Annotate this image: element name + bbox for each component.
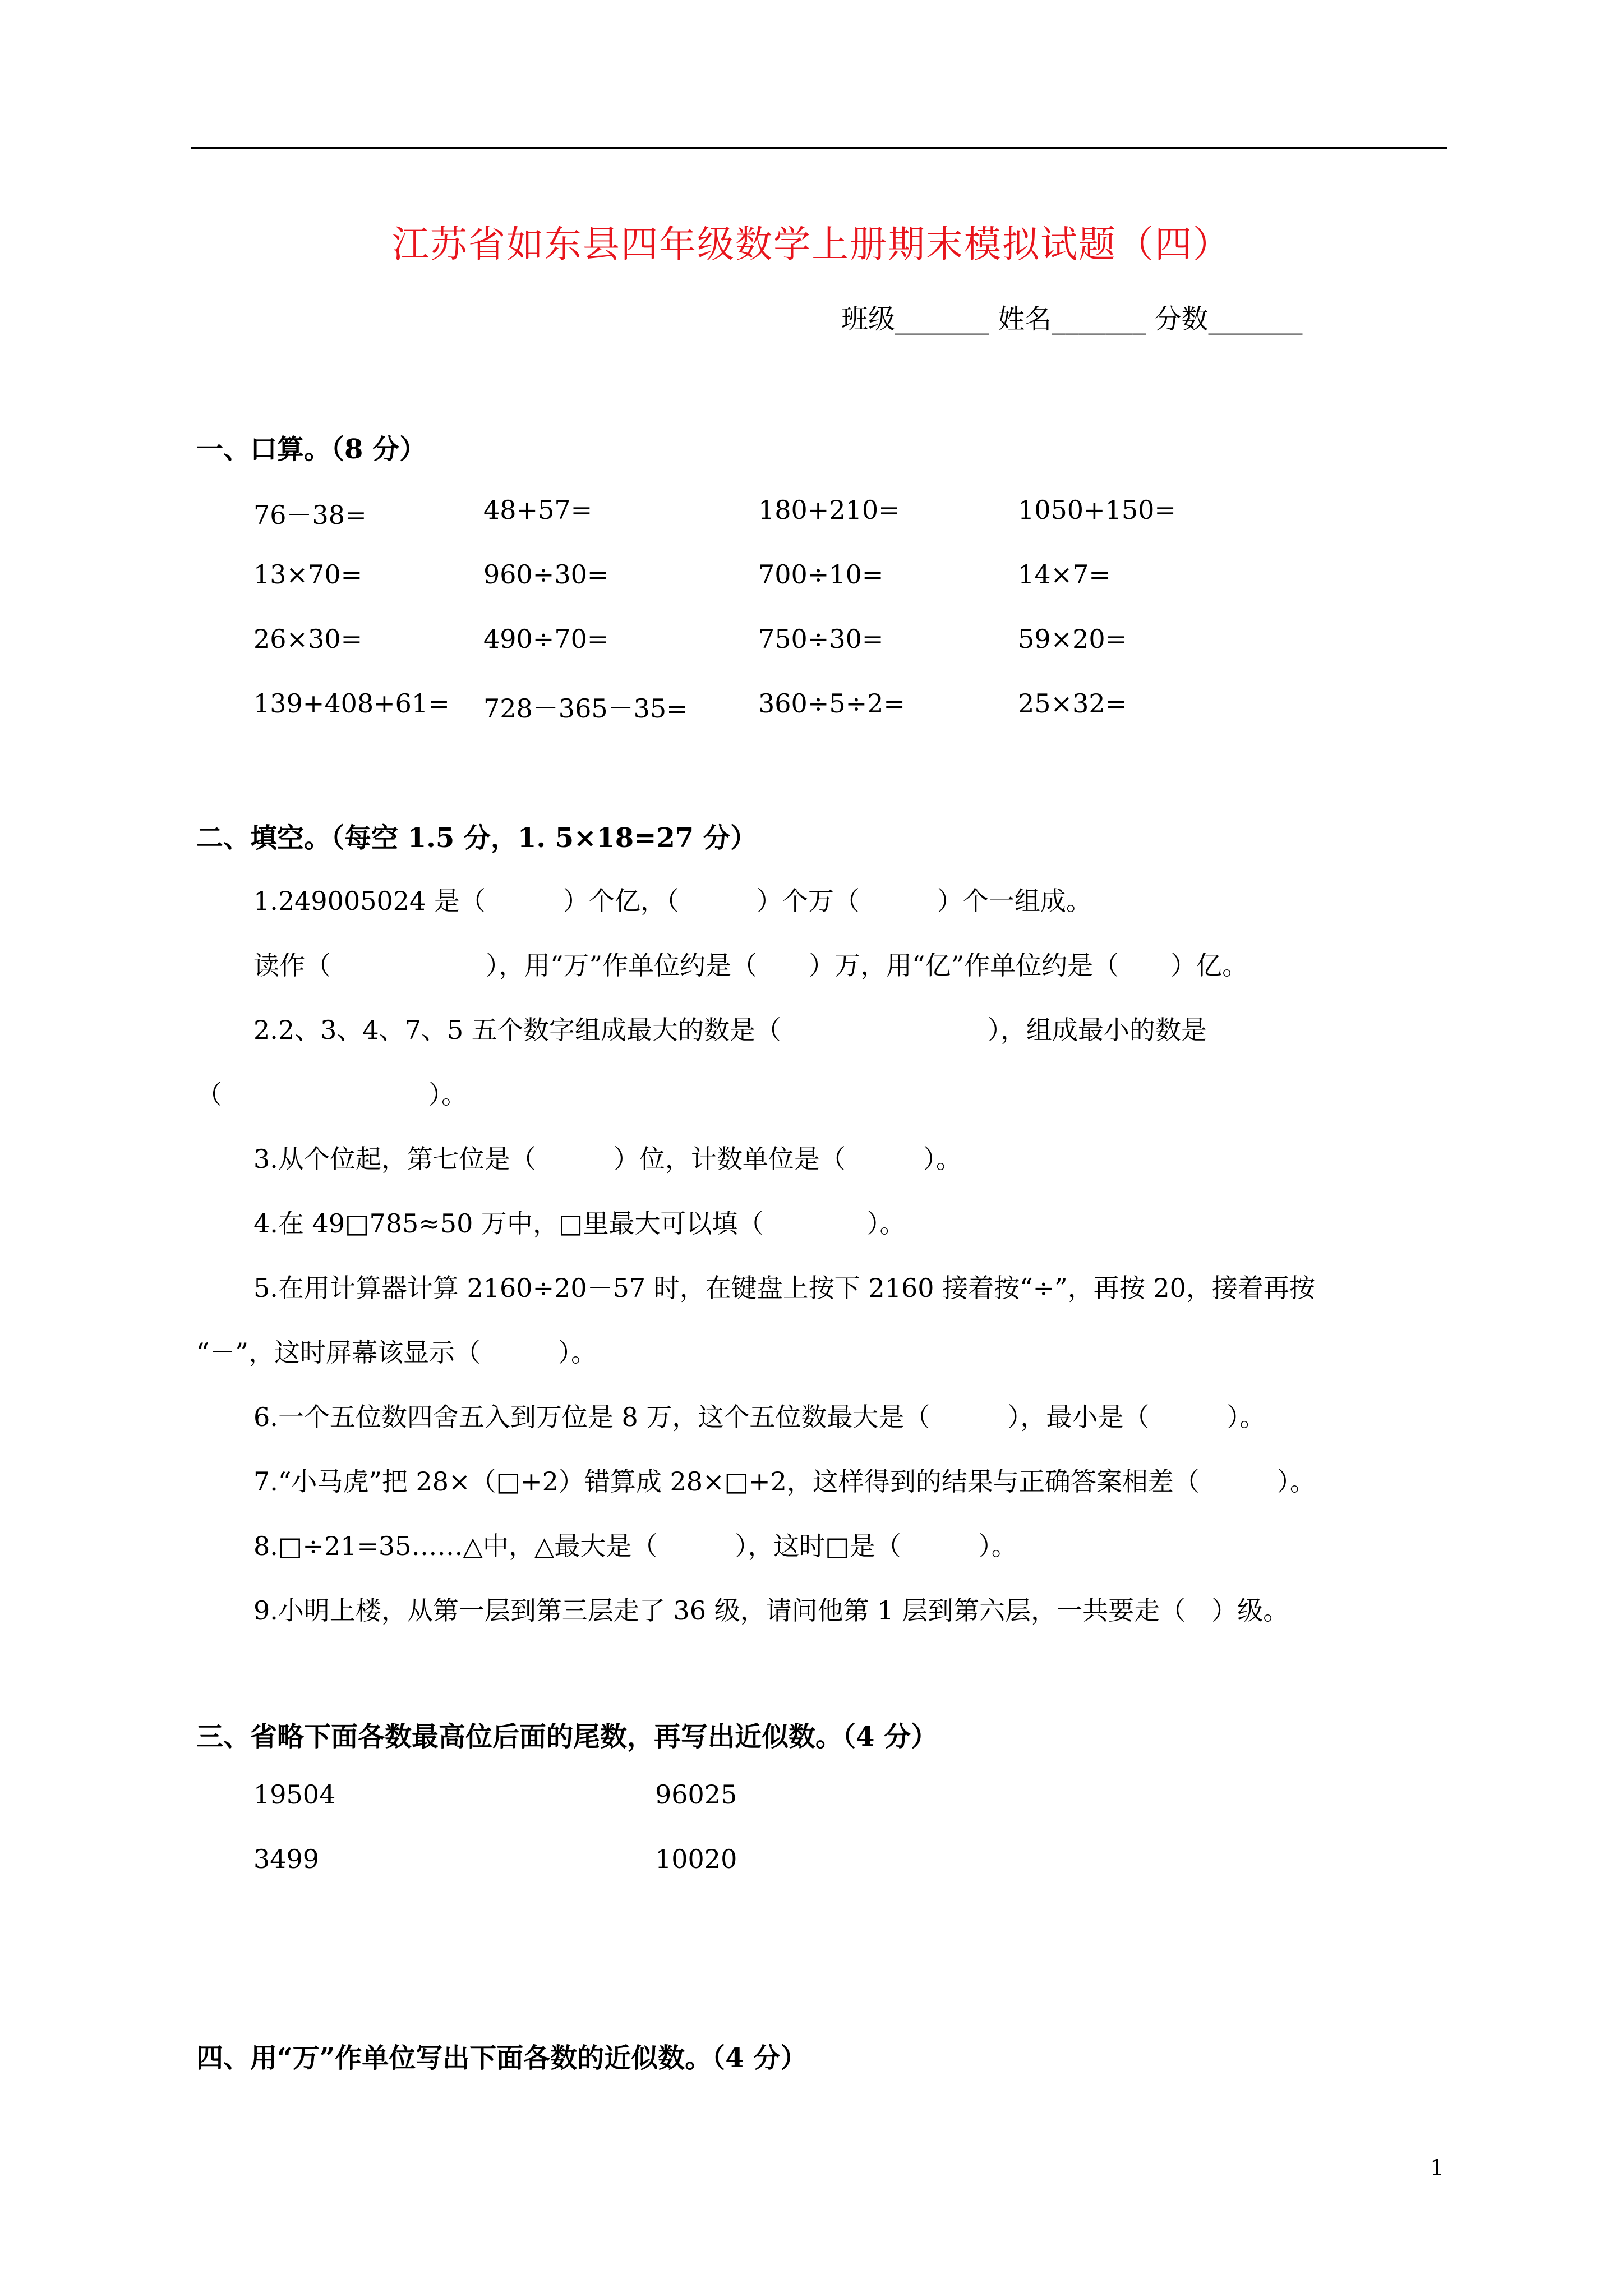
fill-blank-line: 2.2、3、4、7、5 五个数字组成最大的数是（ ），组成最小的数是 (253, 1015, 1207, 1045)
section-3-heading: 三、省略下面各数最高位后面的尾数，再写出近似数。（4 分） (196, 1721, 938, 1752)
problem-cell: 48+57= (483, 495, 593, 525)
problem-cell: 139+408+61= (253, 688, 450, 719)
fill-blank-line: 4.在 49□785≈50 万中，□里最大可以填（ ）。 (253, 1208, 906, 1239)
fill-blank-line: 7.“小马虎”把 28×（□+2）错算成 28×□+2，这样得到的结果与正确答案相差（ ）。 (253, 1466, 1316, 1497)
problem-cell: 13×70= (253, 559, 363, 590)
student-info-line: 班级_______ 姓名_______ 分数_______ (841, 303, 1303, 335)
section-2-heading: 二、填空。（每空 1.5 分，1. 5×18=27 分） (196, 822, 757, 854)
problem-cell: 59×20= (1018, 624, 1127, 654)
fill-blank-line: （ ）。 (196, 1079, 467, 1110)
fill-blank-line: 3.从个位起，第七位是（ ）位，计数单位是（ ）。 (253, 1144, 962, 1174)
problem-cell: 25×32= (1018, 688, 1127, 719)
number-cell: 10020 (655, 1844, 737, 1874)
number-cell: 19504 (253, 1779, 336, 1810)
fill-blank-line: 5.在用计算器计算 2160÷20－57 时，在键盘上按下 2160 接着按“÷”，再按 20，接着再按 (253, 1273, 1315, 1303)
problem-cell: 180+210= (758, 495, 900, 525)
fill-blank-line: 读作（ ），用“万”作单位约是（ ）万，用“亿”作单位约是（ ）亿。 (253, 950, 1248, 981)
problem-cell: 360÷5÷2= (758, 688, 905, 719)
problem-cell: 960÷30= (483, 559, 609, 590)
number-cell: 96025 (655, 1779, 737, 1810)
problem-cell: 14×7= (1018, 559, 1110, 590)
fill-blank-line: 1.249005024 是（ ）个亿，（ ）个万（ ）个一组成。 (253, 886, 1092, 916)
fill-blank-line: 9.小明上楼，从第一层到第三层走了 36 级，请问他第 1 层到第六层，一共要走（ ）级。 (253, 1595, 1289, 1626)
page-title: 江苏省如东县四年级数学上册期末模拟试题（四） (392, 223, 1231, 266)
fill-blank-line: 8.□÷21=35……△中，△最大是（ ），这时□是（ ）。 (253, 1531, 1017, 1561)
fill-blank-line: 6.一个五位数四舍五入到万位是 8 万，这个五位数最大是（ ），最小是（ ）。 (253, 1402, 1266, 1432)
number-cell: 3499 (253, 1844, 320, 1874)
section-4-heading: 四、用“万”作单位写出下面各数的近似数。（4 分） (196, 2042, 808, 2074)
top-rule (191, 147, 1447, 149)
problem-cell: 490÷70= (483, 624, 609, 654)
problem-cell: 1050+150= (1018, 495, 1176, 525)
problem-cell: 750÷30= (758, 624, 884, 654)
page-number: 1 (1430, 2155, 1445, 2181)
problem-cell: 26×30= (253, 624, 363, 654)
fill-blank-line: “－”，这时屏幕该显示（ ）。 (196, 1337, 597, 1368)
problem-cell: 728－365－35= (483, 693, 688, 724)
section-1-heading: 一、口算。（8 分） (196, 434, 427, 465)
problem-cell: 76－38= (253, 500, 367, 530)
problem-cell: 700÷10= (758, 559, 884, 590)
